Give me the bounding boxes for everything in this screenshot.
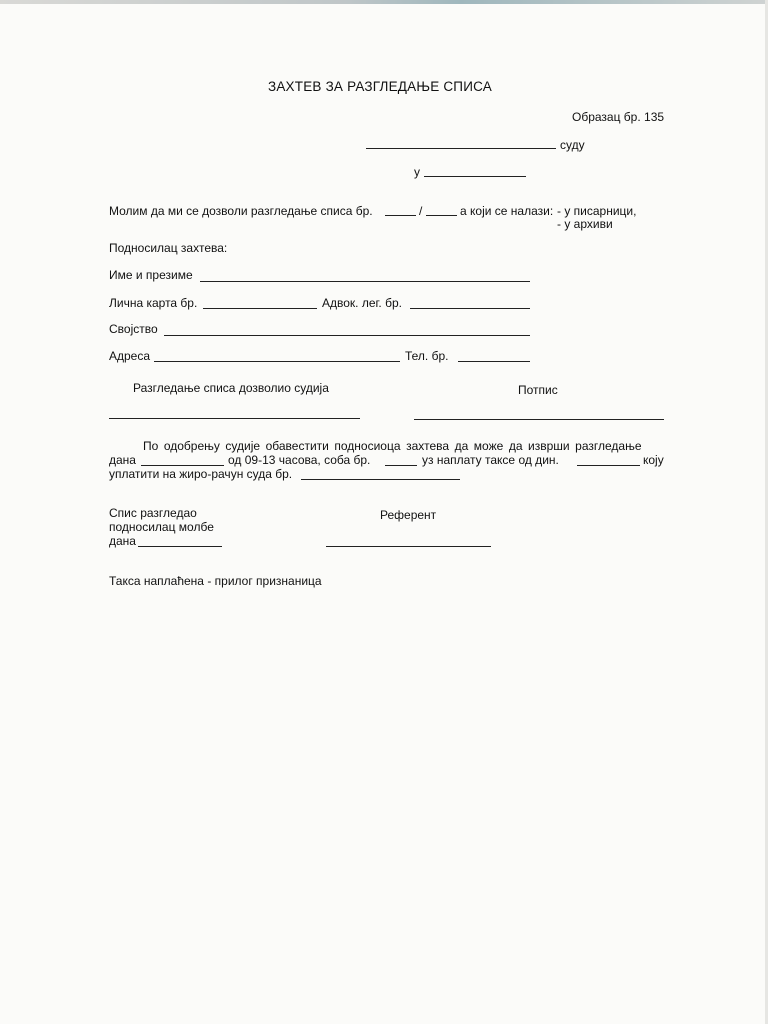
bar-license-field[interactable] [410, 308, 530, 309]
notice-which-label: коју [643, 453, 664, 467]
id-card-label: Лична карта бр. [109, 296, 198, 310]
review-date-label: дана [109, 534, 136, 548]
request-text-1: Молим да ми се дозволи разгледање списа бр. [109, 204, 373, 218]
case-number-field[interactable] [385, 215, 416, 216]
notice-fee-label: уз наплату таксе од дин. [422, 453, 559, 467]
court-label: суду [560, 138, 585, 152]
officer-signature-field[interactable] [326, 546, 491, 547]
notice-hours-room: од 09-13 часова, соба бр. [228, 453, 371, 467]
account-number-field[interactable] [301, 479, 460, 480]
case-number-separator: / [419, 204, 423, 218]
room-number-field[interactable] [385, 465, 417, 466]
review-date-field[interactable] [138, 546, 222, 547]
capacity-field[interactable] [164, 335, 530, 336]
signature-field[interactable] [414, 419, 664, 420]
name-label: Име и презиме [109, 268, 193, 282]
place-label: у [414, 165, 420, 179]
address-label: Адреса [109, 349, 151, 363]
notice-line-1: По одобрењу судије обавестити подносиоца захтева да може да изврши разгледање [143, 439, 642, 453]
officer-label: Референт [380, 508, 437, 522]
place-field[interactable] [424, 176, 526, 177]
location-option-archive: - у архиви [557, 217, 613, 231]
document-title: ЗАХТЕВ ЗА РАЗГЛЕДАЊЕ СПИСА [268, 79, 492, 94]
fee-amount-field[interactable] [577, 465, 640, 466]
review-line-2: подносилац молбе [109, 520, 214, 534]
address-field[interactable] [154, 361, 400, 362]
signature-label: Потпис [518, 383, 558, 397]
fee-paid-note: Такса наплаћена - прилог признаница [109, 574, 322, 588]
phone-field[interactable] [458, 361, 530, 362]
bar-license-label: Адвок. лег. бр. [322, 296, 402, 310]
phone-label: Тел. бр. [405, 349, 449, 363]
capacity-label: Својство [109, 322, 158, 336]
judge-name-field[interactable] [109, 418, 360, 419]
judge-approval-label: Разгледање списа дозволио судија [133, 381, 329, 395]
notice-day-label: дана [109, 453, 136, 467]
notice-account-label: уплатити на жиро-рачун суда бр. [109, 467, 293, 481]
request-text-2: а који се налази: [460, 204, 554, 218]
case-year-field[interactable] [426, 215, 457, 216]
form-number: Образац бр. 135 [572, 110, 665, 124]
scan-edge [0, 0, 768, 4]
applicant-heading: Подносилац захтева: [109, 241, 228, 255]
location-option-registry: - у писарници, [557, 204, 637, 218]
review-line-1: Спис разгледао [109, 506, 197, 520]
name-field[interactable] [200, 281, 530, 282]
id-card-field[interactable] [203, 308, 317, 309]
notice-date-field[interactable] [141, 465, 224, 466]
court-name-field[interactable] [366, 148, 556, 149]
